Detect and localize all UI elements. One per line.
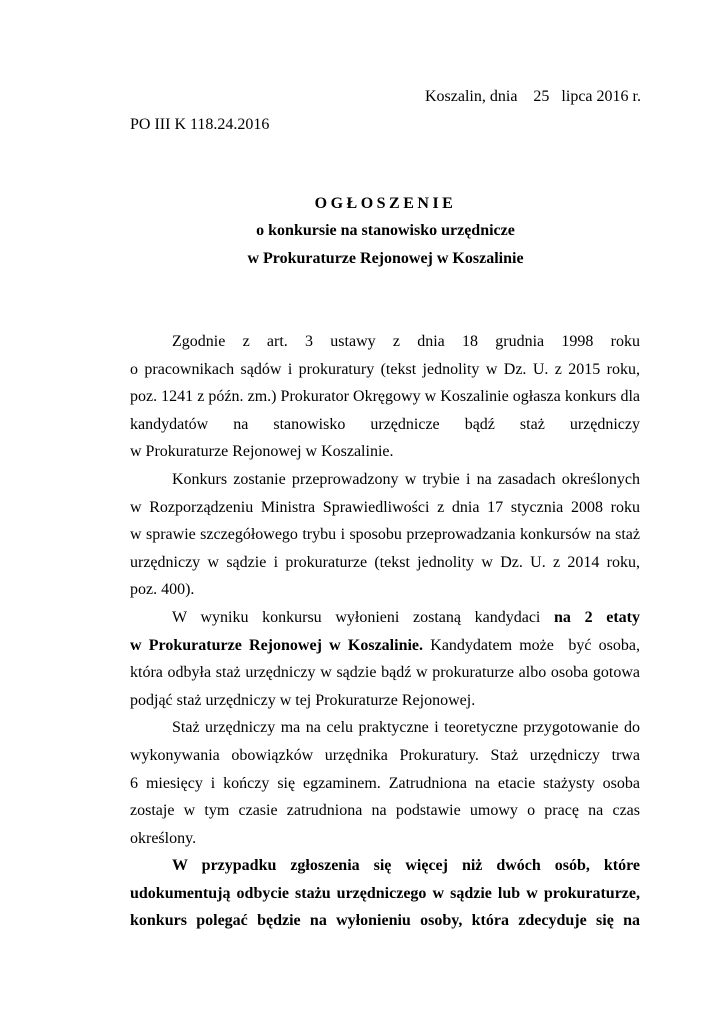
paragraph-2 [130, 466, 640, 604]
text-line: Zgodnie z art. 3 ustawy z dnia 18 grudnia 1998 roku [172, 333, 640, 350]
announcement-subtitle-2: w Prokuraturze Rejonowej w Koszalinie [247, 250, 524, 267]
place-date: Koszalin, dnia 25 lipca 2016 r. [425, 88, 641, 105]
text-line: poz. 1241 z późn. zm.) Prokurator Okręgowy w Koszalinie ogłasza konkurs dla [130, 388, 640, 406]
text-line: o pracownikach sądów i prokuratury (tekst jednolity w Dz. U. z 2015 roku, [130, 360, 640, 378]
text-line [130, 604, 640, 632]
reference-number: PO III K 118.24.2016 [130, 116, 270, 133]
text-line: urzędniczy w sądzie i prokuraturze (tekst jednolity w Dz. U. z 2014 roku, [130, 553, 640, 571]
text-line: w sprawie szczegółowego trybu i sposobu przeprowadzania konkursów na staż [130, 526, 640, 544]
paragraph-5 [130, 852, 640, 935]
announcement-subtitle-1: o konkursie na stanowisko urzędnicze [256, 222, 515, 239]
text-line: 6 miesięcy i kończy się egzaminem. Zatrudniona na etacie stażysty osoba [130, 774, 640, 792]
text-line: Konkurs zostanie przeprowadzony w trybie i na zasadach określonych [172, 470, 640, 488]
text-line: konkurs polegać będzie na wyłonieniu osoby, która zdecyduje się na [130, 912, 640, 930]
text-line: udokumentują odbycie stażu urzędniczego w sądzie lub w prokuraturze, [130, 884, 640, 902]
text-line [130, 632, 640, 660]
announcement-heading: OGŁOSZENIE [314, 195, 457, 212]
text-line: w Prokuraturze Rejonowej w Koszalinie. [130, 443, 394, 461]
text-line: która odbyła staż urzędniczy w sądzie bądź w prokuraturze albo osoba gotowa [130, 664, 640, 682]
text-line: zostaje w tym czasie zatrudniona na podstawie umowy o pracę na czas [130, 802, 640, 820]
document-body [130, 328, 640, 935]
text-line: Staż urzędniczy ma na celu praktyczne i teoretyczne przygotowanie do [172, 719, 640, 737]
text-run-bold: w Prokuraturze Rejonowej w Koszalinie. [130, 636, 424, 654]
text-line: podjąć staż urzędniczy w tej Prokuraturze Rejonowej. [130, 691, 476, 709]
text-line: w Rozporządzeniu Ministra Sprawiedliwości z dnia 17 stycznia 2008 roku [130, 498, 640, 516]
text-line: określony. [130, 829, 197, 847]
paragraph-1 [130, 328, 640, 466]
text-line: wykonywania obowiązków urzędnika Prokuratury. Staż urzędniczy trwa [130, 746, 640, 764]
paragraph-4 [130, 714, 640, 852]
text-line: kandydatów na stanowisko urzędnicze bądź staż urzędniczy [130, 415, 640, 433]
text-run-bold: na 2 etaty [554, 608, 640, 626]
text-run: Kandydatem może być osoba, [423, 636, 641, 654]
paragraph-3 [130, 604, 640, 714]
text-line: W przypadku zgłoszenia się więcej niż dwóch osób, które [172, 857, 640, 875]
text-run: W wyniku konkursu wyłonieni zostaną kandydaci [172, 608, 555, 626]
text-line: poz. 400). [130, 581, 195, 599]
